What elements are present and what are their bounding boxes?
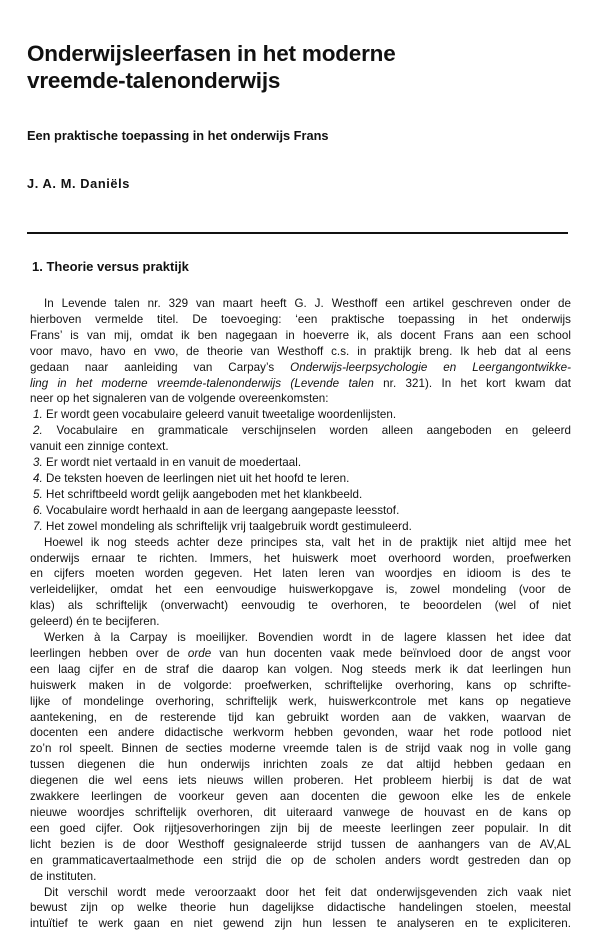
list-item-line [30,407,571,423]
body-line [30,535,571,551]
body-line [30,646,571,662]
text-segment: docenten een andere didactische werkvorm hebben gevonden, waar het rode potlood niet [30,726,571,740]
body-line [30,773,571,789]
article-subtitle: Een praktische toepassing in het onderwijs Frans [27,128,329,143]
body-line [30,614,571,630]
list-item-line [30,423,571,439]
italic-text: 7. [33,519,43,533]
list-item-line [30,519,571,535]
body-line [30,566,571,582]
text-segment: nr. 321). In het kort kwam dat [373,376,571,390]
italic-text: 5. [33,487,43,501]
text-segment: en cijfers moeten worden gegeven. Het laten leren van woordjes en idioom is des te [30,567,571,581]
body-line [30,725,571,741]
text-segment: De teksten hoeven de leerlingen niet uit het hoofd te leren. [42,471,350,485]
text-segment: Vocabulaire wordt herhaald in aan de leergang aangepaste leesstof. [42,503,400,517]
body-line [30,439,571,455]
text-segment: Het schriftbeeld wordt gelijk aangeboden met het klankbeeld. [42,487,363,501]
list-item-line [30,471,571,487]
body-line [30,741,571,757]
body-line [30,885,571,901]
text-segment: tussen diegenen die hun onderwijs inrichten zoals ze dat altijd hebben gedaan en [30,758,571,772]
text-segment: zo’n rol speelt. Binnen de secties moderne vreemde talen is de strijd vaak nog in volle gang [30,742,571,756]
body-line [30,694,571,710]
text-segment: Er wordt geen vocabulaire geleerd vanuit tweetalige woordenlijsten. [42,408,397,422]
text-segment: zwakkere leerlingen de voorkeur geven aan docenten die gewoon elke les de enkele [30,790,571,804]
italic-text: orde [187,646,212,660]
italic-text: 4. [33,471,43,485]
italic-text: 2. [33,424,43,438]
article-title-line-1: Onderwijsleerfasen in het moderne [27,41,396,66]
text-segment: aantekening, en de resterende tijd kan gebruikt worden aan de vakken, waarvan de [30,710,571,724]
text-segment: gedaan naar aanleiding van Carpay’s [30,360,291,374]
body-line [30,900,571,916]
header-divider [27,232,568,234]
body-line [30,582,571,598]
text-segment: van hun docenten vaak mede beïnvloed door de angst voor [211,646,571,660]
body-line [30,296,571,312]
body-line [30,598,571,614]
body-line [30,662,571,678]
text-segment: huiswerk maken in de volgorde: proefwerken, schriftelijke overhoring, kans op schrifte- [30,678,571,692]
body-line [30,328,571,344]
text-segment: In Levende talen nr. 329 van maart heeft G. J. Westhoff een artikel geschreven onder de [44,297,571,310]
body-line [30,678,571,694]
body-line [30,805,571,821]
body-line [30,344,571,360]
text-segment: de instituten. [30,869,97,883]
italic-text: ling in het moderne vreemde-talenonderwijs (Levende talen [30,376,374,390]
list-item-line [30,503,571,519]
body-line [30,551,571,567]
text-segment: een laag cijfer en de straf die daarop kan volgen. Nog steeds merk ik dat leerlingen hun [30,662,571,676]
text-segment: Vocabulaire en grammaticale verschijnselen worden alleen aangeboden en geleerd [42,424,571,438]
text-segment: Dit verschil wordt mede veroorzaakt door het feit dat onderwijsgevenden zich vaak niet [44,885,571,899]
text-segment: voor mavo, havo en vwo, de theorie van Westhoff c.s. in praktijk breng. Ik heb dat al eens [30,344,571,358]
body-line [30,789,571,805]
text-segment: Het zowel mondeling als schriftelijk vrij taalgebruik wordt gestimuleerd. [42,519,412,533]
body-line [30,391,571,407]
text-segment: Frans’ is van mij, omdat ik ben nagegaan in hoeverre ik, als docent Frans aan een school [30,328,571,342]
list-item-line [30,487,571,503]
body-line [30,837,571,853]
italic-text: 6. [33,503,43,517]
text-segment: intuïtief te werk gaan en niet gewend zijn hun lessen te analyseren en te expliciteren. [30,917,571,931]
body-line [30,916,571,932]
text-segment: Hoewel ik nog steeds achter deze principes sta, valt het in de praktijk niet altijd mee het [44,535,571,549]
text-segment: bewust zijn op welke theorie hun dagelijkse didactische handelingen stoelen, meestal [30,901,571,915]
text-segment: leerlingen hebben over de [30,646,188,660]
article-title-line-2: vreemde-talenonderwijs [27,68,281,93]
text-segment: neer op het signaleren van de volgende overeenkomsten: [30,392,329,406]
body-line [30,360,571,376]
italic-text: 1. [33,408,43,422]
text-segment: onderwijs ernaar te richten. Immers, het huiswerk moet overhoord worden, proefwerken [30,551,571,565]
list-item-line [30,455,571,471]
text-segment: verleidelijker, omdat het een eenvoudige huiswerkopgave is, zowel mondeling (voor de [30,583,571,597]
body-line [30,821,571,837]
text-segment: Er wordt niet vertaald in en vanuit de moedertaal. [42,456,302,470]
section-heading: 1. Theorie versus praktijk [32,259,189,274]
body-line [30,710,571,726]
text-segment: diegenen die wel eens iets nieuws willen proberen. Het probleem hierbij is dat de wat [30,774,571,788]
body-line [30,376,571,392]
author-name: J. A. M. Daniëls [27,176,130,191]
article-title [27,40,567,94]
body-line [30,757,571,773]
text-segment: vanuit een zinnige context. [30,440,169,454]
text-segment: Werken à la Carpay is moeilijker. Bovendien wordt in de lagere klassen het idee dat [44,631,571,645]
text-segment: hierboven vermelde titel. De toevoeging: ‘een praktische toepassing in het onderwijs [30,312,571,326]
body-line [30,869,571,885]
text-segment: licht bezien is de door Westhoff gesignaleerde strijd tussen de aanhangers van de AV,AL [30,837,571,851]
text-segment: klas) als schriftelijk (onverwacht) eenvoudig te overhoren, te beoordelen (wel of niet [30,599,571,613]
text-segment: nieuwe woordjes schriftelijk overhoren, dit uiteraard vanwege de houvast en de kans op [30,806,571,819]
italic-text: 3. [33,456,43,470]
body-line [30,312,571,328]
body-text [30,296,571,932]
text-segment: en grammaticavertaalmethode een strijd die op de scholen anders wordt gestreden dan op [30,853,571,867]
text-segment: lijke of mondelinge overhoring, schriftelijk werk, huiswerkcontrole met kans op negatieve [30,694,571,708]
text-segment: geleerd) én te becijferen. [30,615,160,629]
text-segment: een goed cijfer. Ook rijtjesoverhoringen zijn bij de meeste leerlingen zeer populair. In dit [30,821,571,835]
italic-text: Onderwijs-leerpsychologie en Leergangontwikke- [290,360,571,374]
body-line [30,630,571,646]
body-line [30,853,571,869]
